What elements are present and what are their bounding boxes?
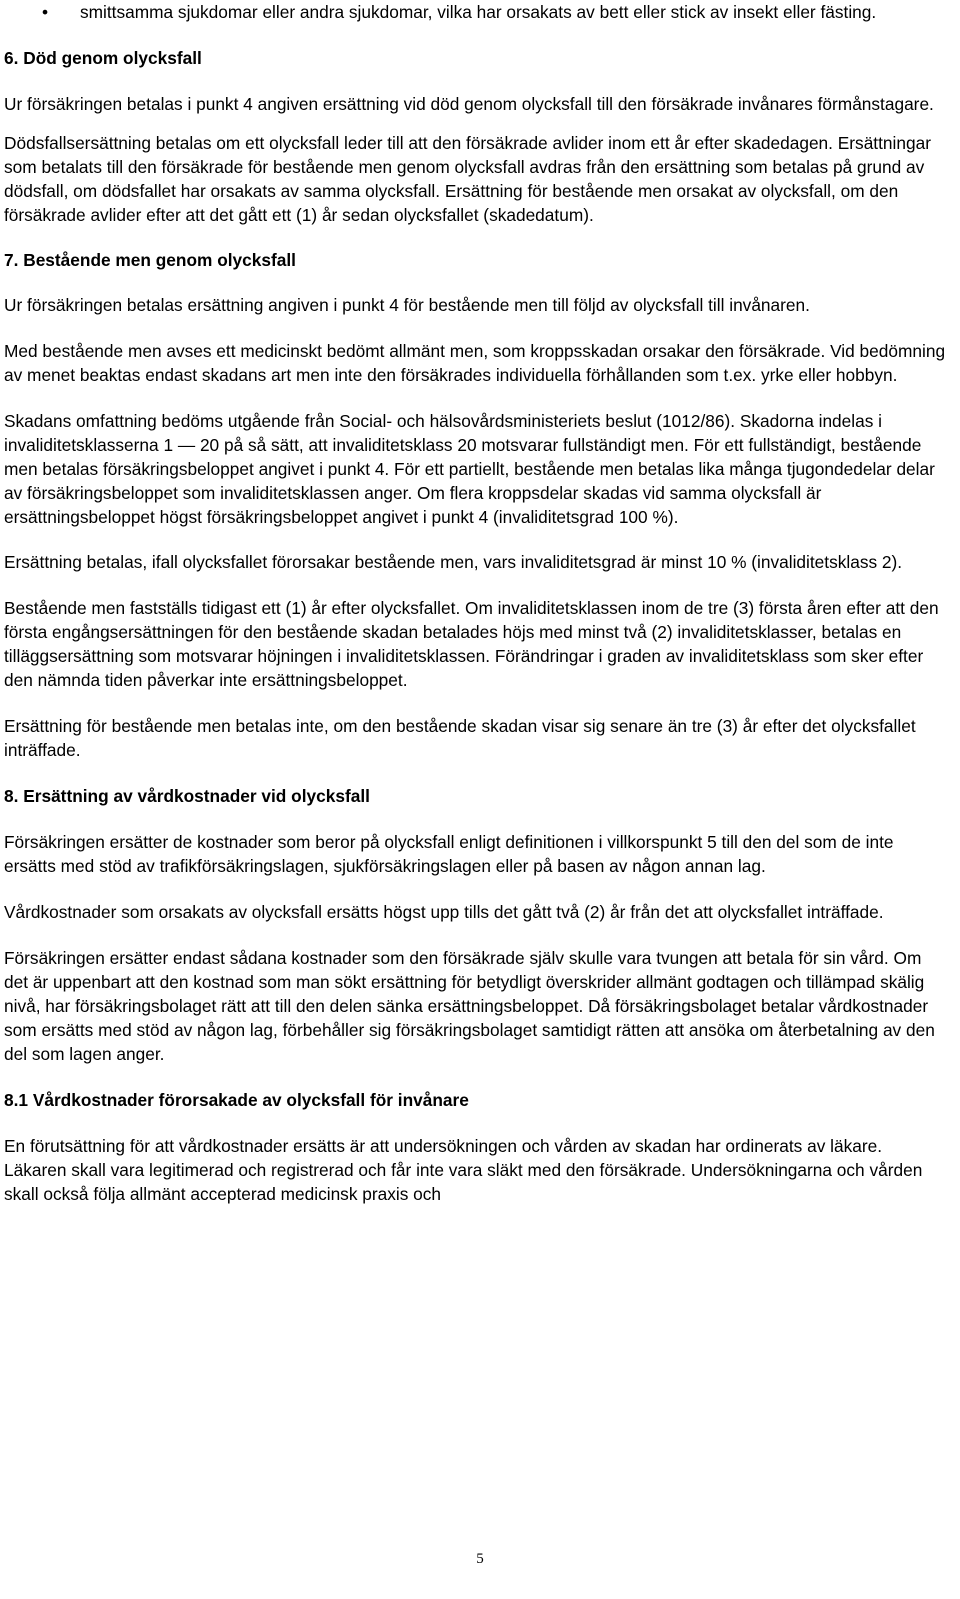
bullet-icon: • bbox=[42, 2, 49, 22]
bullet-text: smittsamma sjukdomar eller andra sjukdomar, vilka har orsakats av bett eller stick av insekt eller fästing. bbox=[80, 2, 877, 22]
section-8-paragraph-3: Försäkringen ersätter endast sådana kostnader som den försäkrade själv skulle vara tvungen att betala för sin vård. Om det är uppenbart att den kostnad som man sökt ersättning för betydligt överskrider allmänt godtagen och tillämpad skälig nivå, har försäkringsbolaget rätt att till den delen sänka ersättningsbeloppet. Då försäkringsbolaget betalar vårdkostnader som ersätts med stöd av någon lag, förbehåller sig försäkringsbolaget samtidigt rätten att ansöka om återbetalning av den del som lagen anger. bbox=[4, 948, 935, 1064]
section-6-paragraph-2: Dödsfallsersättning betalas om ett olycksfall leder till att den försäkrade avlider inom ett år efter skadedagen. Ersättningar som betalats till den försäkrade för bestående men genom olycksfall avdras från den ersättning som betalas på grund av dödsfall, om dödsfallet har orsakats av samma olycksfall. Ersättning för bestående men orsakat av olycksfall, om den försäkrade avlider efter att det gått ett (1) år sedan olycksfallet (skadedatum). bbox=[4, 133, 931, 225]
section-8-1-paragraph-1: En förutsättning för att vårdkostnader ersätts är att undersökningen och vården av skadan har ordinerats av läkare. Läkaren skall vara legitimerad och registrerad och får inte vara släkt med den försäkrade. Undersökningarna och vården skall också följa allmänt accepterad medicinsk praxis och bbox=[4, 1136, 923, 1204]
section-7-paragraph-3: Skadans omfattning bedöms utgående från Social- och hälsovårdsministeriets beslut (1012/86). Skadorna indelas i invaliditetsklasserna 1 — 20 på så sätt, att invaliditetsklass 20 motsvarar fullständigt men. För ett fullständigt, bestående men betalas försäkringsbeloppet angivet i punkt 4. För ett partiellt, bestående men betalas lika många tjugondedelar delar av försäkringsbeloppet som invaliditetsklassen anger. Om flera kroppsdelar skadas vid samma olycksfall är ersättningsbeloppet högst försäkringsbeloppet angivet i punkt 4 (invaliditetsgrad 100 %). bbox=[4, 411, 935, 527]
section-7-paragraph-6: Ersättning för bestående men betalas inte, om den bestående skadan visar sig senare än tre (3) år efter det olycksfallet inträffade. bbox=[4, 716, 916, 760]
section-heading-6: 6. Död genom olycksfall bbox=[4, 48, 202, 68]
document-body bbox=[4, 0, 946, 1206]
section-8-paragraph-2: Vårdkostnader som orsakats av olycksfall ersätts högst upp tills det gått två (2) år från det att olycksfallet inträffade. bbox=[4, 902, 884, 922]
section-heading-7: 7. Bestående men genom olycksfall bbox=[4, 250, 296, 270]
bullet-list-item bbox=[4, 0, 946, 24]
section-heading-8-1: 8.1 Vårdkostnader förorsakade av olycksfall för invånare bbox=[4, 1090, 469, 1110]
section-7-paragraph-2: Med bestående men avses ett medicinskt bedömt allmänt men, som kroppsskadan orsakar den försäkrade. Vid bedömning av menet beaktas endast skadans art men inte den försäkrades individuella förhållanden som t.ex. yrke eller hobbyn. bbox=[4, 341, 946, 385]
section-7-paragraph-4: Ersättning betalas, ifall olycksfallet förorsakar bestående men, vars invaliditetsgrad är minst 10 % (invaliditetsklass 2). bbox=[4, 552, 903, 572]
section-6-paragraph-1: Ur försäkringen betalas i punkt 4 angiven ersättning vid död genom olycksfall till den försäkrade invånares förmånstagare. bbox=[4, 94, 934, 114]
section-7-paragraph-5: Bestående men fastställs tidigast ett (1) år efter olycksfallet. Om invaliditetsklassen inom de tre (3) första åren efter att den första engångsersättningen för den bestående skadan betalades höjs med minst två (2) invaliditetsklasser, betalas en tilläggsersättning som motsvarar höjningen i invaliditetsklassen. Förändringar i graden av invaliditetsklass som sker efter den nämnda tiden påverkar inte ersättningsbeloppet. bbox=[4, 598, 939, 690]
section-8-paragraph-1: Försäkringen ersätter de kostnader som beror på olycksfall enligt definitionen i villkorspunkt 5 till den del som de inte ersätts med stöd av trafikförsäkringslagen, sjukförsäkringslagen eller på basen av någon annan lag. bbox=[4, 832, 894, 876]
section-heading-8: 8. Ersättning av vårdkostnader vid olycksfall bbox=[4, 786, 370, 806]
section-7-paragraph-1: Ur försäkringen betalas ersättning angiven i punkt 4 för bestående men till följd av olycksfall till invånaren. bbox=[4, 295, 810, 315]
page-number: 5 bbox=[476, 1551, 484, 1567]
